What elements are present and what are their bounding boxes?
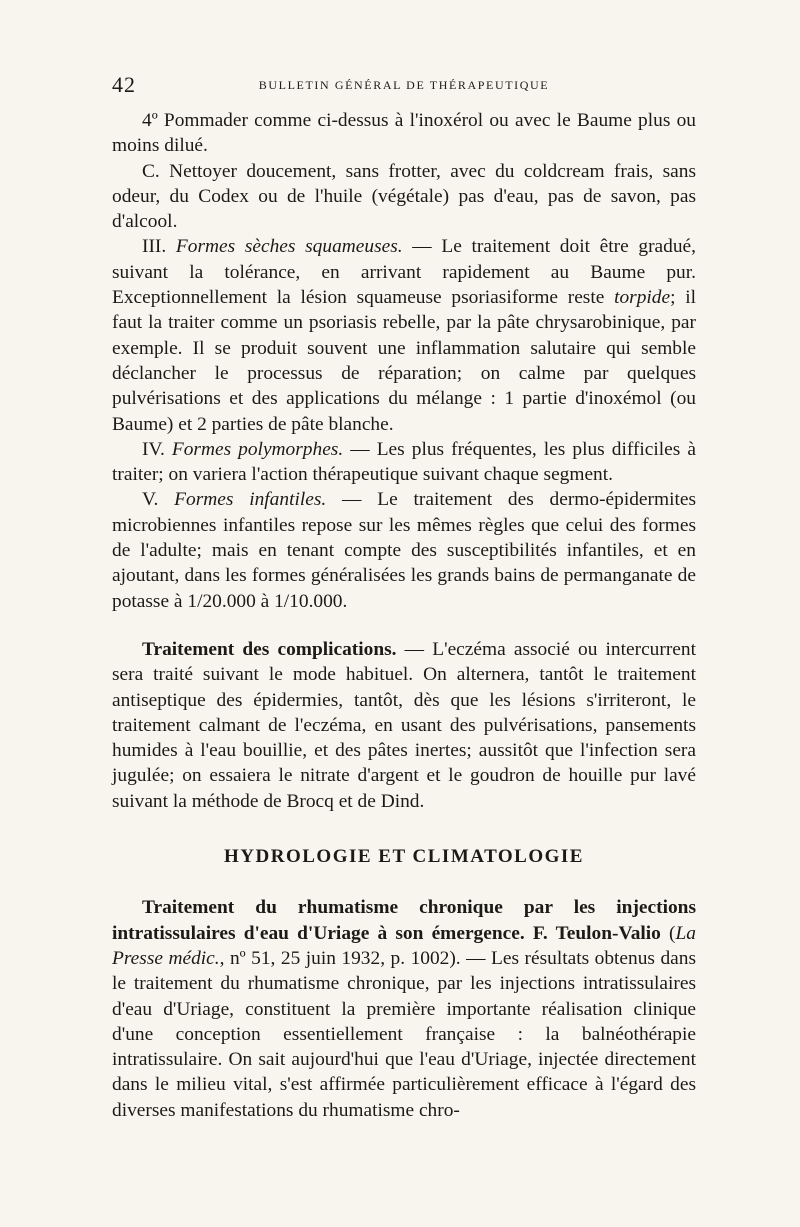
- spacer: [112, 614, 696, 637]
- page-header: [112, 72, 696, 96]
- item-title: Formes sèches squameuses.: [175, 236, 403, 258]
- item-text: — Le traitement doit être gradué, suivant la tolérance, en arrivant rapidement au Baume pur. Exceptionnellement la lésion squameuse psoriasiforme reste: [112, 236, 696, 309]
- page-body: [112, 108, 696, 1123]
- article-ref-rest: , nº 51, 25 juin 1932, p. 1002).: [219, 947, 461, 969]
- item-title: Formes infantiles.: [174, 489, 327, 511]
- paragraph-formes-seches: [112, 234, 696, 436]
- section-title: HYDROLOGIE ET CLIMATOLOGIE: [224, 846, 584, 868]
- running-title: BULLETIN GÉNÉRAL DE THÉRAPEUTIQUE: [258, 78, 550, 92]
- paragraph-complications: [112, 637, 696, 814]
- complications-text: — L'eczéma associé ou intercurrent sera traité suivant le mode habituel. On alternera, tantôt le traitement antiseptique des épidermies, tantôt, dès que les lésions s'irriteront, le traitement calmant de l'eczéma, en usant des pulvérisations, pansements humides à l'eau bouillie, et des pâtes inertes; aussitôt que l'infection sera jugulée; on essaiera le nitrate d'argent et le goudron de houille pur lavé suivant la méthode de Brocq et de Dind.: [112, 638, 696, 812]
- paragraph-pommader: 4º Pommader comme ci-dessus à l'inoxérol ou avec le Baume plus ou moins dilué.: [112, 110, 696, 157]
- article-title: Traitement du rhumatisme chronique par les injections intratissulaires d'eau d'Uriage à son émergence. F. Teulon-Valio: [112, 897, 696, 944]
- item-number: V.: [142, 489, 159, 511]
- paragraph-nettoyer: C. Nettoyer doucement, sans frotter, avec du coldcream frais, sans odeur, du Codex ou de l'huile (végétale) pas d'eau, pas de savon, pas d'alcool.: [112, 160, 696, 233]
- paragraph-formes-infantiles: [112, 487, 696, 613]
- article-ref-open: (: [660, 922, 676, 944]
- paragraph-article: [112, 895, 696, 1123]
- article-journal: La Presse médic.: [112, 922, 696, 969]
- item-title: Formes polymorphes.: [171, 438, 344, 460]
- item-number: III.: [142, 236, 167, 258]
- paragraph-formes-polymorphes: [112, 437, 696, 488]
- item-number: IV.: [142, 438, 165, 460]
- complications-title: Traitement des complications.: [142, 638, 397, 660]
- item-text: ; il faut la traiter comme un psoriasis rebelle, par la pâte chrysarobinique, par exemple. Il se produit souvent une inflammation salutaire qui semble déclancher le processus de réparation; on calme par quelques pulvérisations et des applications du mélange : 1 partie d'inoxémol (ou Baume) et 2 parties de pâte blanche.: [112, 287, 696, 435]
- page-number: 42: [112, 72, 136, 97]
- item-text: — Le traitement des dermo-épidermites microbiennes infantiles repose sur les mêmes règles que celui des formes de l'adulte; mais en tenant compte des susceptibilités infantiles, et en ajoutant, dans les formes généralisées les grands bains de permanganate de potasse à 1/20.000 à 1/10.000.: [112, 489, 696, 612]
- emphasis-text: torpide: [614, 287, 671, 309]
- item-text: — Les plus fréquentes, les plus difficiles à traiter; on variera l'action thérapeutique suivant chaque segment.: [112, 438, 696, 486]
- article-text: — Les résultats obtenus dans le traitement du rhumatisme chronique, par les injections intratissulaires d'eau d'Uriage, constituent la première importante réalisation clinique d'une conception essentiellement française : la balnéothérapie intratissulaire. On sait aujourd'hui que l'eau d'Uriage, injectée directement dans le milieu vital, s'est affirmée particulièrement efficace à l'égard des diverses manifestations du rhumatisme chro-: [112, 947, 696, 1121]
